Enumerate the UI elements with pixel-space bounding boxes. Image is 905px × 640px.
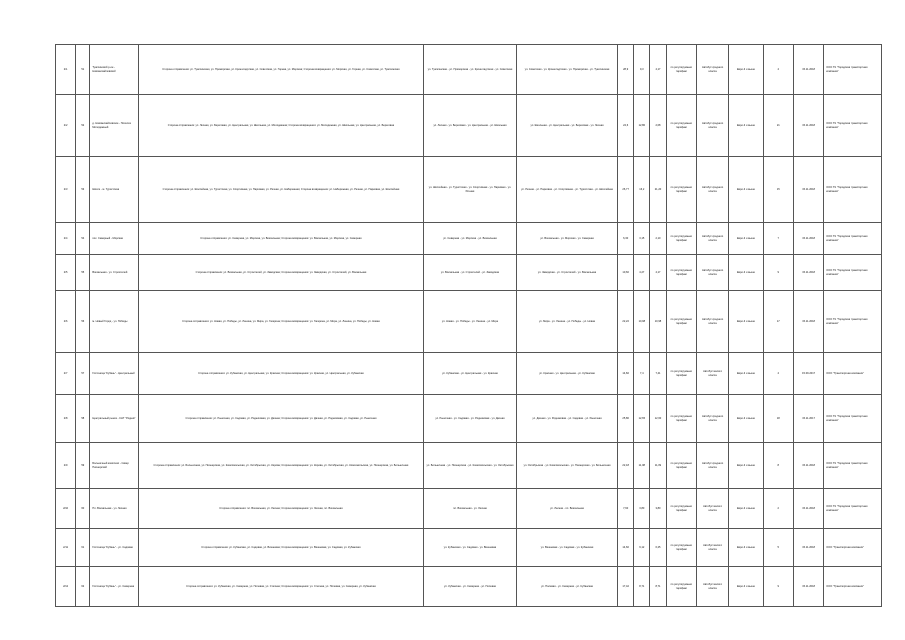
vehicle-count-cell: 9 — [763, 567, 793, 607]
vehicle-count-cell: 5 — [763, 529, 793, 567]
route-description-cell: Сторона отправления: ул. Новая, ул. Победы, ул. Ленина, ул. Мира, ул. Гагарина; Сторона возвращения: ул. Гагарина, ул. Мира, ул. Ленина, ул. Победы, ул. Новая — [138, 291, 423, 353]
backward-stops-cell: ул. Полевая - ул. Северная - ул. Кубанская — [516, 567, 617, 607]
ecological-class-cell: Евро-3 и выше — [729, 529, 763, 567]
vehicle-kind-cell: Автобус среднего класса — [696, 255, 728, 291]
registration-number-cell: 57 — [76, 353, 90, 395]
route-length-cell: 22,18 — [618, 443, 634, 489]
route-length-backward-cell: 11,09 — [650, 443, 666, 489]
route-length-cell: 28,9 — [618, 45, 634, 95]
transport-type-cell: по регулируемым тарифам — [666, 223, 696, 255]
ecological-class-cell: Евро-3 и выше — [729, 567, 763, 607]
start-date-cell: 15.11.2018 — [793, 157, 823, 223]
route-length-backward-cell: 8,71 — [650, 567, 666, 607]
ecological-class-cell: Евро-3 и выше — [729, 353, 763, 395]
carrier-cell: ООО ТК "Городская транспортная компания" — [824, 223, 882, 255]
route-number-cell: 2/3 — [56, 157, 76, 223]
table-row — [56, 567, 882, 607]
registration-number-cell: 58 — [76, 395, 90, 443]
route-number-cell: 2/9 — [56, 443, 76, 489]
backward-stops-cell: ул. Лесная - пл. Вокзальная — [516, 489, 617, 529]
route-name-cell: пос. Северный - Морская — [90, 223, 139, 255]
vehicle-count-cell: 4 — [763, 45, 793, 95]
vehicle-kind-cell: Автобус среднего класса — [696, 291, 728, 353]
registration-number-cell: 54 — [76, 223, 90, 255]
table-body — [56, 45, 882, 607]
route-length-cell: 26,77 — [618, 157, 634, 223]
route-length-forward-cell: 3,80 — [634, 489, 650, 529]
route-length-backward-cell: 12,60 — [650, 395, 666, 443]
forward-stops-cell: ул. Кубанская - ул. Северная - ул. Полевая — [423, 567, 516, 607]
route-length-backward-cell: 4,17 — [650, 45, 666, 95]
start-date-cell: 15.11.2018 — [793, 45, 823, 95]
start-date-cell: 15.09.2017 — [793, 353, 823, 395]
route-length-cell: 24,6 — [618, 95, 634, 157]
carrier-cell: ООО ТК "Городская транспортная компания" — [824, 157, 882, 223]
start-date-cell: 15.11.2018 — [793, 529, 823, 567]
registration-number-cell: 56 — [76, 291, 90, 353]
start-date-cell: 15.11.2018 — [793, 567, 823, 607]
route-length-cell: 7,60 — [618, 489, 634, 529]
forward-stops-cell: ул. Лесная - ул. Береговая - ул. Центральная - ул. Школьная — [423, 95, 516, 157]
start-date-cell: 15.11.2018 — [793, 95, 823, 157]
route-length-forward-cell: 12,65 — [634, 395, 650, 443]
backward-stops-cell: ул. Октябрьская - ул. Комсомольская - ул. Пионерская - ул. Больничная — [516, 443, 617, 489]
forward-stops-cell: ул. Больничная - ул. Пионерская - ул. Комсомольская - ул. Октябрьская — [423, 443, 516, 489]
route-description-cell: Сторона отправления: ул. Кубанская, ул. Северная, ул. Полевая, ул. Степная; Сторона возвращения: ул. Степная, ул. Полевая, ул. Северная, ул. Кубанская — [138, 567, 423, 607]
vehicle-kind-cell: Автобус малого класса — [696, 353, 728, 395]
route-length-forward-cell: 7,4 — [634, 353, 650, 395]
vehicle-kind-cell: Автобус малого класса — [696, 567, 728, 607]
carrier-cell: ООО "Транспортная компания" — [824, 567, 882, 607]
carrier-cell: ООО ТК "Городская транспортная компания" — [824, 45, 882, 95]
backward-stops-cell: ул. Заводская - ул. Строителей - ул. Вокзальная — [516, 255, 617, 291]
table-row — [56, 443, 882, 489]
transport-type-cell: по регулируемым тарифам — [666, 255, 696, 291]
transport-type-cell: по регулируемым тарифам — [666, 395, 696, 443]
registration-number-cell: 62 — [76, 567, 90, 607]
forward-stops-cell: пл. Вокзальная - ул. Лесная — [423, 489, 516, 529]
carrier-cell: ООО "Транспортная компания" — [824, 353, 882, 395]
route-number-cell: 2/6 — [56, 291, 76, 353]
route-length-cell: 22,22 — [618, 291, 634, 353]
route-description-cell: Сторона отправления: ул. Туапсинская, ул. Приморская, ул. Кронштадтская, ул. Советская, ул. Горная, ул. Морская; Сторона возвращения: ул. Морская, ул. Горная, ул. Советская, ул. Туапсинская — [138, 45, 423, 95]
route-name-cell: м. Новый Город - ул. Победы — [90, 291, 139, 353]
transport-type-cell: по регулируемым тарифам — [666, 95, 696, 157]
vehicle-count-cell: 2 — [763, 489, 793, 529]
transport-type-cell: по регулируемым тарифам — [666, 353, 696, 395]
route-name-cell: Гостиница "Кубань" - ул. Садовая — [90, 529, 139, 567]
vehicle-kind-cell: Автобус среднего класса — [696, 157, 728, 223]
route-description-cell: Сторона отправления: пл. Вокзальная, ул. Лесная; Сторона возвращения: ул. Лесная, пл. Вокзальная — [138, 489, 423, 529]
table-row — [56, 291, 882, 353]
backward-stops-cell: ул. Советская - ул. Кронштадтская - ул. Приморская - ул. Туапсинская — [516, 45, 617, 95]
vehicle-kind-cell: Автобус среднего класса — [696, 395, 728, 443]
carrier-cell: ООО ТК "Городская транспортная компания" — [824, 395, 882, 443]
transport-type-cell: по регулируемым тарифам — [666, 45, 696, 95]
route-length-forward-cell: 9,12 — [634, 529, 650, 567]
route-name-cell: д. Новомихайловское - Поселок Молодежный — [90, 95, 139, 157]
route-name-cell: Туапсинский р-он - Новомихайловский — [90, 45, 139, 95]
registration-number-cell: 61 — [76, 529, 90, 567]
route-length-forward-cell: 12,80 — [634, 95, 650, 157]
table-row — [56, 45, 882, 95]
route-number-cell: 2/5 — [56, 255, 76, 291]
route-length-cell: 6,30 — [618, 223, 634, 255]
vehicle-count-cell: 9 — [763, 255, 793, 291]
ecological-class-cell: Евро-3 и выше — [729, 255, 763, 291]
route-length-backward-cell: 2,10 — [650, 223, 666, 255]
route-length-forward-cell: 10,98 — [634, 291, 650, 353]
transport-type-cell: по регулируемым тарифам — [666, 489, 696, 529]
route-number-cell: 2/7 — [56, 353, 76, 395]
vehicle-kind-cell: Автобус малого класса — [696, 529, 728, 567]
forward-stops-cell: ул. Туапсинская - ул. Приморская - ул. Кронштадтская - ул. Советская — [423, 45, 516, 95]
registration-number-cell: 51 — [76, 45, 90, 95]
table-row — [56, 395, 882, 443]
carrier-cell: ООО ТК "Городская транспортная компания" — [824, 443, 882, 489]
route-length-forward-cell: 8,71 — [634, 567, 650, 607]
backward-stops-cell: ул. Дачная - ул. Родниковая - ул. Садовая - ул. Рыночная — [516, 395, 617, 443]
route-name-cell: Гостиница "Кубань" - Центральный — [90, 353, 139, 395]
table-row — [56, 223, 882, 255]
start-date-cell: 15.11.2018 — [793, 291, 823, 353]
registration-number-cell: 55 — [76, 255, 90, 291]
route-length-forward-cell: 3,15 — [634, 223, 650, 255]
table-row — [56, 95, 882, 157]
vehicle-kind-cell: Автобус малого класса — [696, 489, 728, 529]
route-length-backward-cell: 4,17 — [650, 255, 666, 291]
start-date-cell: 15.11.2017 — [793, 395, 823, 443]
vehicle-count-cell: 15 — [763, 157, 793, 223]
route-description-cell: Сторона отправления: ул. Вокзальная, ул. Строителей, ул. Заводская; Сторона возвращения: ул. Заводская, ул. Строителей, ул. Вокзальная — [138, 255, 423, 291]
route-length-forward-cell: 16,2 — [634, 157, 650, 223]
ecological-class-cell: Евро-3 и выше — [729, 95, 763, 157]
transport-type-cell: по регулируемым тарифам — [666, 291, 696, 353]
vehicle-count-cell: 21 — [763, 95, 793, 157]
route-length-backward-cell: 7,41 — [650, 353, 666, 395]
route-length-forward-cell: 9,3 — [634, 45, 650, 95]
forward-stops-cell: ул. Кубанская - ул. Центральная - ул. Красная — [423, 353, 516, 395]
vehicle-count-cell: 7 — [763, 223, 793, 255]
backward-stops-cell: ул. Мира - ул. Ленина - ул. Победы - ул. Новая — [516, 291, 617, 353]
route-description-cell: Сторона отправления: ул. Шоссейная, ул. Туристская, ул. Спортивная, ул. Парковая, ул. Речная, ул. Набережная; Сторона возвращения: ул. Набережная, ул. Речная, ул. Парковая, ул. Шоссейная — [138, 157, 423, 223]
vehicle-kind-cell: Автобус среднего класса — [696, 443, 728, 489]
forward-stops-cell: ул. Новая - ул. Победы - ул. Ленина - ул. Мира — [423, 291, 516, 353]
route-name-cell: Гостиница "Кубань" - ул. Северная — [90, 567, 139, 607]
ecological-class-cell: Евро-3 и выше — [729, 45, 763, 95]
carrier-cell: ООО ТК "Городская транспортная компания" — [824, 291, 882, 353]
route-length-backward-cell: 21,20 — [650, 157, 666, 223]
route-registry-table — [55, 44, 882, 607]
ecological-class-cell: Евро-3 и выше — [729, 157, 763, 223]
route-length-cell: 17,42 — [618, 567, 634, 607]
route-description-cell: Сторона отправления: ул. Кубанская, ул. Центральная, ул. Красная; Сторона возвращения: ул. Красная, ул. Центральная, ул. Кубанская — [138, 353, 423, 395]
backward-stops-cell: ул. Вокзальная - ул. Морская - ул. Северная — [516, 223, 617, 255]
vehicle-count-cell: 4 — [763, 353, 793, 395]
route-description-cell: Сторона отправления: ул. Больничная, ул. Пионерская, ул. Комсомольская, ул. Октябрьская, ул. Кирова; Сторона возвращения: ул. Кирова, ул. Октябрьская, ул. Комсомольская, ул. Пионерская, ул. Больничная — [138, 443, 423, 489]
route-number-cell: 2/10 — [56, 489, 76, 529]
start-date-cell: 15.11.2018 — [793, 255, 823, 291]
table-row — [56, 353, 882, 395]
route-length-backward-cell: 6,25 — [650, 529, 666, 567]
backward-stops-cell: ул. Речная - ул. Парковая - ул. Спортивная - ул. Туристская - ул. Шоссейная — [516, 157, 617, 223]
carrier-cell: ООО "Транспортная компания" — [824, 529, 882, 567]
start-date-cell: 15.11.2018 — [793, 489, 823, 529]
registration-number-cell: 60 — [76, 489, 90, 529]
route-number-cell: 2/1 — [56, 45, 76, 95]
route-length-backward-cell: 3,80 — [650, 489, 666, 529]
route-length-forward-cell: 11,08 — [634, 443, 650, 489]
start-date-cell: 15.11.2018 — [793, 443, 823, 489]
route-description-cell: Сторона отправления: ул. Рыночная, ул. Садовая, ул. Родниковая, ул. Дачная; Сторона возвращения: ул. Дачная, ул. Родниковая, ул. Садовая, ул. Рыночная — [138, 395, 423, 443]
route-number-cell: 2/11 — [56, 529, 76, 567]
backward-stops-cell: ул. Вишневая - ул. Садовая - ул. Кубанская — [516, 529, 617, 567]
ecological-class-cell: Евро-3 и выше — [729, 223, 763, 255]
route-description-cell: Сторона отправления: ул. Лесная, ул. Береговая, ул. Центральная, ул. Школьная, ул. Молодежная; Сторона возвращения: ул. Молодежная, ул. Школьная, ул. Центральная, ул. Береговая — [138, 95, 423, 157]
route-length-backward-cell: 10,98 — [650, 291, 666, 353]
route-name-cell: Шоссе - м. Туристская — [90, 157, 139, 223]
vehicle-count-cell: 8 — [763, 443, 793, 489]
route-number-cell: 2/8 — [56, 395, 76, 443]
forward-stops-cell: ул. Шоссейная - ул. Туристская - ул. Спортивная - ул. Парковая - ул. Речная — [423, 157, 516, 223]
ecological-class-cell: Евро-3 и выше — [729, 443, 763, 489]
forward-stops-cell: ул. Вокзальная - ул. Строителей - ул. Заводская — [423, 255, 516, 291]
route-length-backward-cell: 2,08 — [650, 95, 666, 157]
table-row — [56, 529, 882, 567]
route-number-cell: 2/12 — [56, 567, 76, 607]
registration-number-cell: 53 — [76, 157, 90, 223]
backward-stops-cell: ул. Школьная - ул. Центральная - ул. Береговая - ул. Лесная — [516, 95, 617, 157]
vehicle-count-cell: 17 — [763, 291, 793, 353]
table-row — [56, 255, 882, 291]
route-length-forward-cell: 4,27 — [634, 255, 650, 291]
carrier-cell: ООО ТК "Городская транспортная компания" — [824, 489, 882, 529]
ecological-class-cell: Евро-3 и выше — [729, 489, 763, 529]
route-name-cell: Больничный комплекс - Сквер Пионерский — [90, 443, 139, 489]
start-date-cell: 15.11.2018 — [793, 223, 823, 255]
route-number-cell: 2/2 — [56, 95, 76, 157]
table-row — [56, 157, 882, 223]
vehicle-kind-cell: Автобус среднего класса — [696, 45, 728, 95]
route-name-cell: Пл. Вокзальная - ул. Лесная — [90, 489, 139, 529]
ecological-class-cell: Евро-3 и выше — [729, 291, 763, 353]
transport-type-cell: по регулируемым тарифам — [666, 567, 696, 607]
route-description-cell: Сторона отправления: ул. Северная, ул. Морская, ул. Вокзальная; Сторона возвращения: ул. Вокзальная, ул. Морская, ул. Северная — [138, 223, 423, 255]
registration-number-cell: 52 — [76, 95, 90, 157]
backward-stops-cell: ул. Красная - ул. Центральная - ул. Кубанская — [516, 353, 617, 395]
forward-stops-cell: ул. Северная - ул. Морская - ул. Вокзальная — [423, 223, 516, 255]
transport-type-cell: по регулируемым тарифам — [666, 443, 696, 489]
forward-stops-cell: ул. Кубанская - ул. Садовая - ул. Вишневая — [423, 529, 516, 567]
transport-type-cell: по регулируемым тарифам — [666, 529, 696, 567]
forward-stops-cell: ул. Рыночная - ул. Садовая - ул. Родниковая - ул. Дачная — [423, 395, 516, 443]
route-description-cell: Сторона отправления: ул. Кубанская, ул. Садовая, ул. Вишневая; Сторона возвращения: ул. Вишневая, ул. Садовая, ул. Кубанская — [138, 529, 423, 567]
route-length-cell: 14,82 — [618, 353, 634, 395]
vehicle-kind-cell: Автобус среднего класса — [696, 223, 728, 255]
route-number-cell: 2/4 — [56, 223, 76, 255]
table-row — [56, 489, 882, 529]
route-length-cell: 10,60 — [618, 255, 634, 291]
route-name-cell: Центральный рынок - СНТ "Родник" — [90, 395, 139, 443]
registration-number-cell: 59 — [76, 443, 90, 489]
vehicle-kind-cell: Автобус среднего класса — [696, 95, 728, 157]
vehicle-count-cell: 18 — [763, 395, 793, 443]
route-name-cell: Вокзальная - ул. Строителей — [90, 255, 139, 291]
carrier-cell: ООО ТК "Городская транспортная компания" — [824, 95, 882, 157]
ecological-class-cell: Евро-3 и выше — [729, 395, 763, 443]
route-length-cell: 25,80 — [618, 395, 634, 443]
transport-type-cell: по регулируемым тарифам — [666, 157, 696, 223]
route-length-cell: 14,60 — [618, 529, 634, 567]
carrier-cell: ООО ТК "Городская транспортная компания" — [824, 255, 882, 291]
